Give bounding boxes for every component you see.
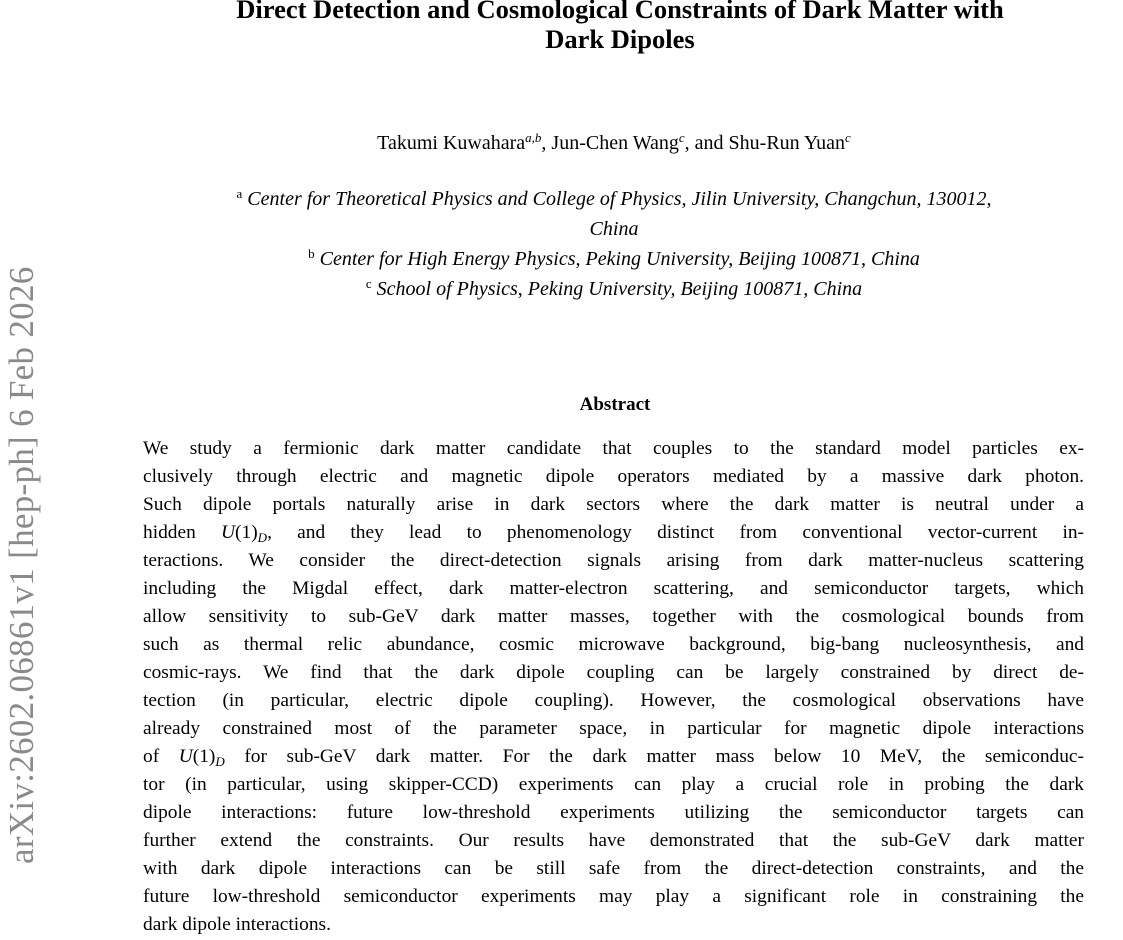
text-segment: , and they lead to phenomenology distinct from conventional vector-current in- bbox=[267, 522, 1084, 543]
abstract-line: already constrained most of the parameter space, in particular for magnetic dipole interactions bbox=[143, 718, 1084, 739]
abstract-heading: Abstract bbox=[579, 394, 651, 415]
affiliation-b bbox=[100, 244, 1123, 274]
paper-title-line-2: Dark Dipoles bbox=[545, 24, 695, 54]
abstract-line: such as thermal relic abundance, cosmic microwave background, big-bang nucleosynthesis, and bbox=[143, 634, 1084, 655]
abstract-line: teractions. We consider the direct-detection signals arising from dark matter-nucleus scattering bbox=[143, 550, 1084, 571]
abstract-line: further extend the constraints. Our results have demonstrated that the sub-GeV dark matter bbox=[143, 830, 1084, 851]
abstract-line-with-math bbox=[143, 743, 1084, 771]
abstract-line: future low-threshold semiconductor experiments may play a significant role in constraining the bbox=[143, 886, 1084, 907]
abstract-line: including the Migdal effect, dark matter-electron scattering, and semiconductor targets, which bbox=[143, 578, 1084, 599]
arxiv-identifier-stamp: arXiv:2602.06861v1 [hep-ph] 6 Feb 2026 bbox=[2, 266, 41, 864]
abstract-line: tection (in particular, electric dipole coupling). However, the cosmological observations have bbox=[143, 690, 1084, 711]
abstract-line: tor (in particular, using skipper-CCD) experiments can play a crucial role in probing the dark bbox=[143, 774, 1084, 795]
abstract-line: clusively through electric and magnetic dipole operators mediated by a massive dark photon. bbox=[143, 466, 1084, 487]
abstract-line-final: dark dipole interactions. bbox=[143, 914, 331, 935]
math-subscript: D bbox=[257, 530, 268, 545]
text-segment: hidden bbox=[143, 522, 222, 543]
math-symbol: (1) bbox=[235, 522, 258, 543]
author-affiliation-mark: c bbox=[845, 130, 851, 145]
author-name: Shu-Run Yuan bbox=[728, 132, 846, 154]
affiliation-text: School of Physics, Peking University, Beijing 100871, China bbox=[371, 278, 863, 300]
author-separator: , and bbox=[684, 132, 729, 154]
paper-title-line-1: Direct Detection and Cosmological Constraints of Dark Matter with bbox=[236, 0, 1004, 24]
affiliation-text: Center for Theoretical Physics and College of Physics, Jilin University, Changchun, 130012, bbox=[242, 188, 992, 210]
abstract-line: We study a fermionic dark matter candidate that couples to the standard model particles ex- bbox=[143, 438, 1084, 459]
author-affiliation-mark: a,b bbox=[525, 130, 542, 145]
abstract-body bbox=[143, 435, 1084, 939]
math-symbol: U bbox=[178, 746, 193, 767]
abstract-line: dipole interactions: future low-threshold experiments utilizing the semiconductor targets can bbox=[143, 802, 1084, 823]
abstract-line: allow sensitivity to sub-GeV dark matter masses, together with the cosmological bounds from bbox=[143, 606, 1084, 627]
abstract-line-with-math bbox=[143, 519, 1084, 547]
author-name: Jun-Chen Wang bbox=[551, 132, 679, 154]
author-affiliation-mark: c bbox=[678, 130, 685, 145]
affiliation-mark: a bbox=[236, 186, 243, 201]
math-symbol: U bbox=[221, 522, 236, 543]
affiliation-text: Center for High Energy Physics, Peking University, Beijing 100871, China bbox=[314, 248, 920, 270]
math-symbol: (1) bbox=[192, 746, 216, 767]
author-separator: , bbox=[541, 132, 552, 154]
author-name: Takumi Kuwahara bbox=[377, 132, 526, 154]
author-list bbox=[100, 130, 1123, 156]
text-segment: of bbox=[143, 746, 179, 767]
affiliation-mark: c bbox=[365, 276, 372, 291]
paper-title bbox=[100, 0, 1123, 54]
affiliation-mark: b bbox=[308, 246, 315, 261]
math-subscript: D bbox=[215, 754, 225, 769]
affiliation-list bbox=[100, 184, 1123, 304]
affiliation-a-continued: China bbox=[589, 218, 639, 240]
abstract-line: cosmic-rays. We find that the dark dipole coupling can be largely constrained by direct de- bbox=[143, 662, 1084, 683]
text-segment: for sub-GeV dark matter. For the dark matter mass below 10 MeV, the semiconduc- bbox=[224, 746, 1084, 767]
abstract-line: Such dipole portals naturally arise in dark sectors where the dark matter is neutral under a bbox=[143, 494, 1084, 515]
affiliation-c bbox=[100, 274, 1123, 304]
abstract-line: with dark dipole interactions can be still safe from the direct-detection constraints, and the bbox=[143, 858, 1084, 879]
affiliation-a bbox=[100, 184, 1123, 214]
